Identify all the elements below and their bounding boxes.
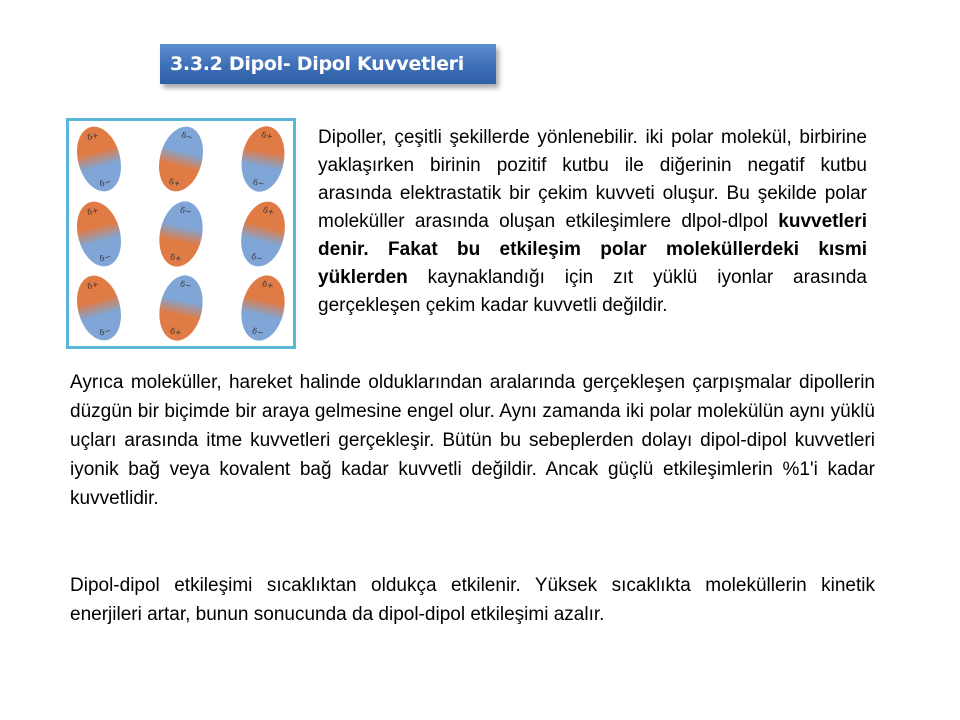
dipole-molecule (236, 271, 291, 344)
dipole-top-charge: δ− (180, 130, 194, 143)
dipole-molecule (70, 197, 128, 272)
dipole-bottom-charge: δ− (252, 177, 266, 189)
dipole-top-charge: δ+ (86, 130, 100, 143)
main-paragraph: Ayrıca moleküller, hareket halinde olduklarından aralarında gerçekleşen çarpışmalar dipollerin düzgün bir biçimde bir araya gelmesine engel olur. Aynı zamanda iki polar molekülün aynı yüklü uçları arasında itme kuvvetleri gerçekleşir. Bütün bu sebeplerden dolayı dipol-dipol kuvvetleri iyonik bağ veya kovalent bağ kadar kuvvetli değildir. Ancak güçlü etkileşimlerin %1'i kadar kuvvetlidir. (70, 372, 875, 509)
dipole-ellipse (152, 122, 210, 197)
last-paragraph: Dipol-dipol etkileşimi sıcaklıktan oldukça etkilenir. Yüksek sıcaklıkta moleküllerin kinetik enerjileri artar, bunun sonucunda da dipol-dipol etkileşimi azalır. (70, 575, 875, 625)
dipole-top-charge: δ− (179, 205, 193, 217)
dipole-top-charge: δ+ (86, 205, 100, 218)
dipole-bottom-charge: δ− (98, 325, 113, 338)
dipole-ellipse (70, 197, 128, 272)
side-paragraph-bold: kuvvetleri denir. Fakat bu etkileşim polar moleküllerdeki kısmi yüklerden (318, 211, 867, 288)
side-paragraph-text-1: Dipoller, çeşitli şekillerde yönlenebilir. iki polar molekül, birbirine yaklaşırken birinin pozitif kutbu ile diğerinin negatif kutbu arasında elektrastatik bir çekim kuvveti oluşur. Bu şekilde polar moleküller arasında oluşan etkileşimlere dlpol-dlpol (318, 127, 867, 232)
side-paragraph (318, 124, 867, 320)
page-title: 3.3.2 Dipol- Dipol Kuvvetleri (170, 53, 464, 75)
dipole-bottom-charge: δ− (250, 252, 264, 264)
dipole-molecule (154, 197, 209, 270)
dipole-top-charge: δ+ (86, 279, 100, 292)
dipole-top-charge: δ+ (260, 130, 274, 142)
dipole-ellipse (70, 271, 128, 346)
dipole-molecule (70, 122, 128, 197)
dipole-ellipse (70, 122, 128, 197)
dipole-molecule (152, 122, 210, 197)
dipole-molecule (154, 271, 209, 344)
title-banner (160, 44, 496, 84)
dipole-molecule (237, 123, 290, 195)
dipole-top-charge: δ+ (262, 205, 276, 217)
dipole-bottom-charge: δ− (98, 176, 113, 189)
dipole-top-charge: δ− (179, 279, 193, 291)
dipole-bottom-charge: δ+ (169, 252, 183, 264)
dipole-bottom-charge: δ− (251, 326, 265, 338)
dipole-molecule (235, 197, 292, 271)
dipole-figure (66, 118, 296, 349)
side-paragraph-text-2: kaynaklandığı için zıt yüklü iyonlar arasında gerçekleşen çekim kadar kuvvetli değildir. (318, 267, 867, 316)
dipole-top-charge: δ+ (261, 279, 275, 291)
dipole-molecule (70, 271, 128, 346)
dipole-bottom-charge: δ− (98, 251, 113, 264)
dipole-diagram (69, 121, 293, 346)
dipole-bottom-charge: δ+ (169, 326, 183, 338)
dipole-bottom-charge: δ+ (167, 176, 182, 189)
